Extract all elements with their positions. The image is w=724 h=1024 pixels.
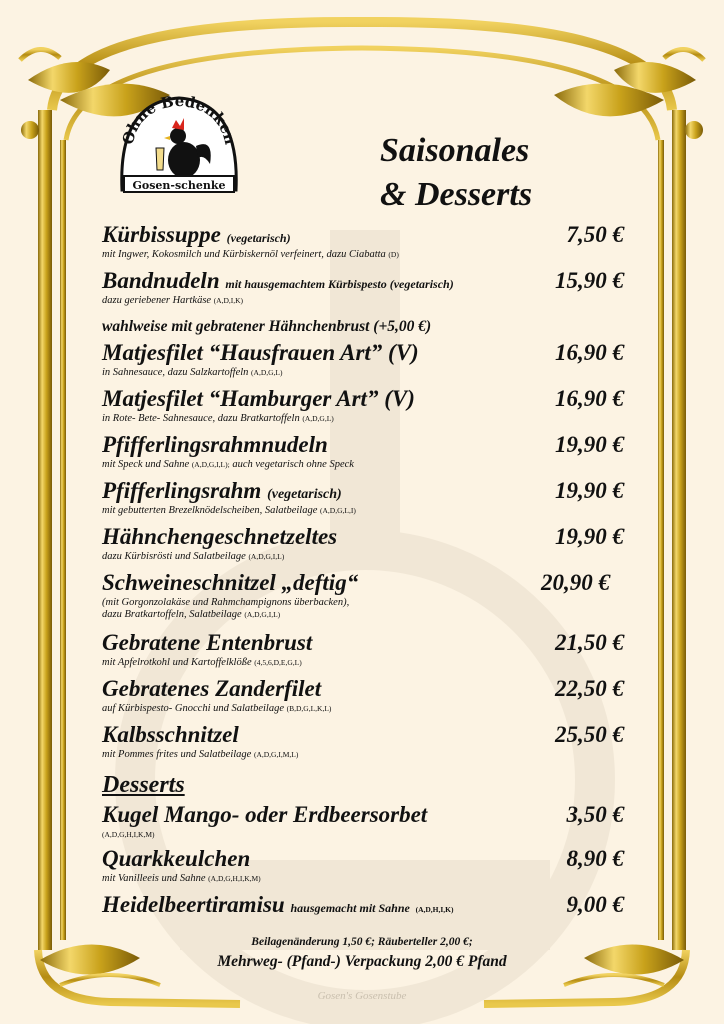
item-price: 16,90 € [555, 386, 624, 411]
item-name: Gebratene Entenbrust [102, 630, 313, 655]
item-allergens: (A,D,G,I,M,L) [253, 750, 299, 759]
menu-item [102, 340, 624, 378]
item-name: Bandnudeln [102, 268, 220, 293]
item-allergens: (B,D,G,L,K,L) [286, 704, 332, 713]
item-description-line2: dazu Bratkartoffeln, Salatbeilage [102, 609, 242, 620]
item-allergens: (A,D,H,I,K) [415, 905, 454, 914]
footer-deposit: Mehrweg- (Pfand-) Verpackung 2,00 € Pfand [217, 953, 507, 970]
item-tag: hausgemacht mit Sahne [290, 901, 410, 915]
item-description: auf Kürbispesto- Gnocchi und Salatbeilage [102, 703, 284, 714]
menu-item [102, 676, 624, 714]
item-price: 7,50 € [566, 222, 624, 247]
item-allergens: (A,D,G,L,I) [320, 506, 356, 515]
item-tag: mit hausgemachtem Kürbispesto (vegetarisch) [225, 277, 454, 291]
item-price: 16,90 € [555, 340, 624, 365]
item-name: Pfifferlingsrahmnudeln [102, 432, 328, 457]
item-name: Kalbsschnitzel [102, 722, 239, 747]
item-name: Pfifferlingsrahm [102, 478, 262, 503]
item-allergens: (A,D,G,I,L) [248, 552, 285, 561]
menu-item [102, 386, 624, 424]
item-price: 20,90 € [541, 570, 610, 595]
item-price: 19,90 € [555, 478, 624, 503]
menu-item [102, 478, 624, 516]
menu-item [102, 222, 624, 260]
item-description: mit Vanilleeis und Sahne [102, 873, 206, 884]
item-allergens: (4,5,6,D,E,G,L) [254, 658, 302, 667]
item-description: in Sahnesauce, dazu Salzkartoffeln [102, 367, 249, 378]
item-allergens: (A,D,G,I,L); [191, 460, 230, 469]
item-price: 22,50 € [555, 676, 624, 701]
item-name: Kürbissuppe [102, 222, 221, 247]
item-name: Quarkkeulchen [102, 846, 251, 871]
watermark-text: Gosen's Gosenstube [317, 990, 407, 1002]
logo-bottom-text: Gosen-schenke [132, 179, 226, 192]
dessert-item [102, 802, 624, 840]
item-description: mit Apfelrotkohl und Kartoffelklöße [102, 657, 252, 668]
item-price: 3,50 € [566, 802, 624, 827]
menu-item [102, 722, 624, 760]
item-tag: (vegetarisch) [226, 231, 291, 245]
page-title: Saisonales [380, 132, 530, 169]
menu-item [102, 524, 624, 562]
item-description: dazu geriebener Hartkäse [102, 295, 212, 306]
item-name: Matjesfilet “Hamburger Art” (V) [102, 386, 415, 411]
item-allergens: (A,D,G,L) [302, 414, 334, 423]
item-tag: (vegetarisch) [267, 487, 342, 502]
item-price: 19,90 € [555, 524, 624, 549]
item-description: mit Speck und Sahne [102, 459, 190, 470]
item-price: 25,50 € [555, 722, 624, 747]
item-price: 15,90 € [555, 268, 624, 293]
item-description: dazu Kürbisrösti und Salatbeilage [102, 551, 246, 562]
menu-item [102, 570, 624, 620]
dessert-item [102, 892, 624, 918]
menu-item [102, 432, 624, 470]
item-name: Gebratenes Zanderfilet [102, 676, 322, 701]
item-allergens: (A,D,I,K) [213, 296, 244, 305]
desserts-heading: Desserts [102, 772, 185, 798]
item-description-extra: auch vegetarisch ohne Speck [232, 459, 354, 470]
item-allergens: (A,D,G,I,L) [244, 610, 281, 619]
logo-top-text: Ohne Bedenken [118, 94, 240, 147]
menu-item [102, 630, 624, 668]
item-price: 9,00 € [566, 892, 624, 917]
footer-note: Beilagenänderung 1,50 €; Räuberteller 2,00 €; [251, 936, 473, 948]
item-description: in Rote- Bete- Sahnesauce, dazu Bratkartoffeln [102, 413, 300, 424]
item-price: 19,90 € [555, 432, 624, 457]
item-name: Matjesfilet “Hausfrauen Art” (V) [102, 340, 419, 365]
item-name: Heidelbeertiramisu [102, 892, 285, 917]
item-allergens: (A,D,G,H,I,K,M) [102, 830, 155, 839]
item-description: mit Ingwer, Kokosmilch und Kürbiskernöl verfeinert, dazu Ciabatta [102, 249, 386, 260]
item-name: Hähnchengeschnetzeltes [102, 524, 338, 549]
item-allergens: (D) [388, 250, 399, 259]
item-description: mit gebutterten Brezelknödelscheiben, Salatbeilage [102, 505, 318, 516]
item-description: mit Pommes frites und Salatbeilage [102, 749, 252, 760]
menu-item [102, 268, 624, 306]
item-description: (mit Gorgonzolakäse und Rahmchampignons überbacken), [102, 597, 350, 608]
item-allergens: (A,D,G,H,I,K,M) [208, 874, 261, 883]
item-price: 8,90 € [566, 846, 624, 871]
item-price: 21,50 € [555, 630, 624, 655]
item-name: Schweineschnitzel „deftig“ [102, 570, 359, 595]
restaurant-logo [118, 94, 240, 200]
item-name: Kugel Mango- oder Erdbeersorbet [102, 802, 428, 827]
item-allergens: (A,D,G,L) [251, 368, 283, 377]
option-note: wahlweise mit gebratener Hähnchenbrust (+5,00 €) [102, 318, 432, 335]
dessert-item [102, 846, 624, 884]
page-subtitle: & Desserts [380, 176, 533, 213]
